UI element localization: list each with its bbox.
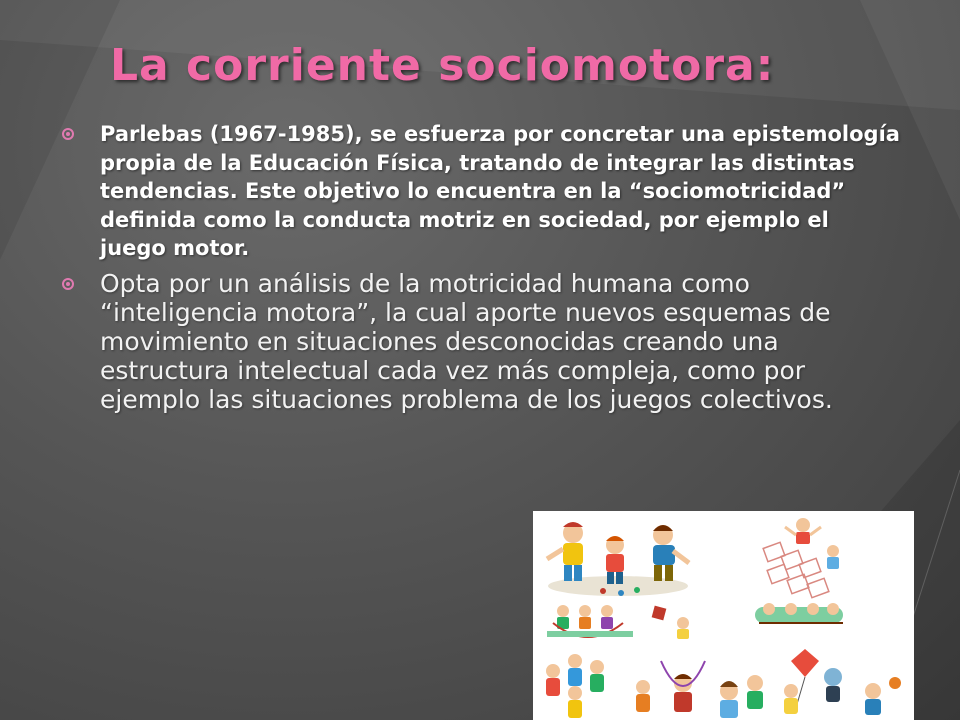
circle-bullet-icon [62,128,74,140]
bullet-list [60,120,900,414]
bullet-text: Parlebas (1967-1985), se esfuerza por concretar una epistemología propia de la Educación Física, tratando de integrar las distintas tendencias. Este objetivo lo encuentra en la “sociomotricidad” definida como la conducta motriz en sociedad, por ejemplo el juego motor. [100,122,900,260]
slide-title: La corriente sociomotora: [110,40,775,91]
bullet-text: Opta por un análisis de la motricidad humana como “inteligencia motora”, la cual aporte nuevos esquemas de movimiento en situaciones desconocidas creando una estructura intelectual cada vez más compleja, como por ejemplo las situaciones problema de los juegos colectivos. [100,268,833,414]
circle-bullet-icon [62,278,74,290]
bullet-item-inteligencia-motora [60,269,900,414]
children-games-collage-image [533,511,914,720]
bullet-item-parlebas [60,120,900,263]
